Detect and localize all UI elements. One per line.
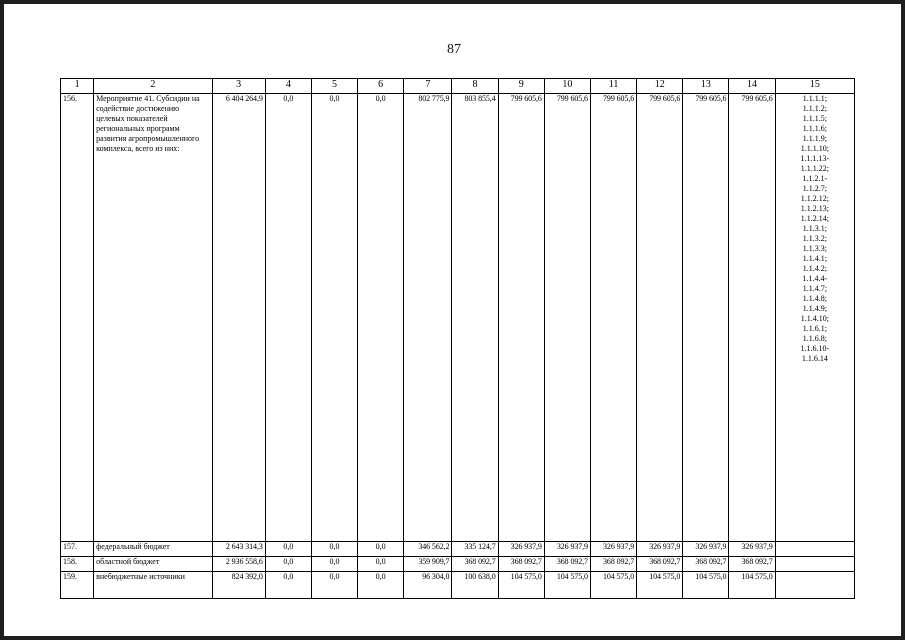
value-cell: 799 605,6 [544,94,590,542]
target-reference: 1.1.4.10; [800,314,829,323]
target-reference: 1.1.2.13; [800,204,829,213]
value-cell: 100 638,0 [452,572,498,599]
target-reference: 1.1.1.1; [802,94,827,103]
table-row [61,557,855,572]
value-cell: 326 937,9 [498,542,544,557]
value-cell: 326 937,9 [590,542,636,557]
target-reference: 1.1.4.4- [802,274,828,283]
column-header: 6 [358,79,404,94]
target-references-cell [775,572,854,599]
value-cell: 799 605,6 [637,94,683,542]
value-cell: 0,0 [311,572,357,599]
value-cell: 799 605,6 [683,94,729,542]
column-header: 11 [590,79,636,94]
target-reference: 1.1.3.1; [802,224,827,233]
value-cell: 0,0 [265,572,311,599]
table-row [61,542,855,557]
row-number: 157. [61,542,94,557]
column-header: 9 [498,79,544,94]
target-references-cell [775,557,854,572]
target-reference: 1.1.1.9; [802,134,827,143]
value-cell: 368 092,7 [590,557,636,572]
table-row [61,94,855,542]
row-name: федеральный бюджет [94,542,212,557]
value-cell: 0,0 [358,94,404,542]
column-header: 4 [265,79,311,94]
value-cell: 368 092,7 [452,557,498,572]
column-header: 13 [683,79,729,94]
value-cell: 0,0 [265,542,311,557]
target-reference: 1.1.3.2; [802,234,827,243]
target-reference: 1.1.4.9; [802,304,827,313]
value-cell: 799 605,6 [729,94,775,542]
value-cell: 335 124,7 [452,542,498,557]
column-header: 7 [404,79,452,94]
target-reference: 1.1.4.1; [802,254,827,263]
target-reference: 1.1.4.2; [802,264,827,273]
value-cell: 368 092,7 [498,557,544,572]
value-cell: 824 392,0 [212,572,265,599]
value-cell: 346 562,2 [404,542,452,557]
target-reference: 1.1.1.13- [800,154,830,163]
table-row [61,572,855,599]
target-reference: 1.1.6.14 [801,354,828,363]
value-cell: 368 092,7 [729,557,775,572]
value-cell: 799 605,6 [498,94,544,542]
target-references-cell [775,94,854,542]
column-header: 15 [775,79,854,94]
target-references-cell [775,542,854,557]
value-cell: 368 092,7 [683,557,729,572]
value-cell: 368 092,7 [544,557,590,572]
value-cell: 803 855,4 [452,94,498,542]
value-cell: 326 937,9 [544,542,590,557]
target-reference: 1.1.1.5; [802,114,827,123]
value-cell: 2 643 314,3 [212,542,265,557]
target-reference: 1.1.3.3; [802,244,827,253]
target-reference: 1.1.4.8; [802,294,827,303]
value-cell: 326 937,9 [729,542,775,557]
value-cell: 2 936 558,6 [212,557,265,572]
value-cell: 104 575,0 [729,572,775,599]
value-cell: 359 909,7 [404,557,452,572]
column-header: 2 [94,79,212,94]
value-cell: 96 304,0 [404,572,452,599]
page-number: 87 [447,42,461,57]
column-header: 14 [729,79,775,94]
column-header: 3 [212,79,265,94]
column-header: 8 [452,79,498,94]
value-cell: 6 404 264,9 [212,94,265,542]
value-cell: 0,0 [265,557,311,572]
value-cell: 368 092,7 [637,557,683,572]
value-cell: 326 937,9 [683,542,729,557]
target-reference: 1.1.4.7; [802,284,827,293]
row-name: Мероприятие 41. Субсидии на содействие достижению целевых показателей региональных программ развития агропромышленного комплекса, всего из них: [94,94,212,542]
target-reference: 1.1.6.8; [802,334,827,343]
value-cell: 0,0 [265,94,311,542]
row-name: внебюджетные источники [94,572,212,599]
value-cell: 802 775,9 [404,94,452,542]
value-cell: 104 575,0 [637,572,683,599]
target-reference: 1.1.2.1- [802,174,828,183]
value-cell: 799 605,6 [590,94,636,542]
value-cell: 104 575,0 [683,572,729,599]
column-header: 12 [637,79,683,94]
row-number: 156. [61,94,94,542]
target-reference: 1.1.1.22; [800,164,829,173]
value-cell: 104 575,0 [544,572,590,599]
target-reference: 1.1.2.7; [802,184,827,193]
value-cell: 0,0 [358,572,404,599]
value-cell: 0,0 [311,557,357,572]
column-header: 5 [311,79,357,94]
value-cell: 0,0 [358,542,404,557]
value-cell: 104 575,0 [590,572,636,599]
target-reference: 1.1.1.6; [802,124,827,133]
document-page [4,4,901,636]
column-header: 1 [61,79,94,94]
value-cell: 104 575,0 [498,572,544,599]
row-name: областной бюджет [94,557,212,572]
target-reference: 1.1.2.12; [800,194,829,203]
row-number: 159. [61,572,94,599]
target-reference: 1.1.6.10- [800,344,830,353]
budget-table [60,78,855,599]
table-header-row [61,79,855,94]
value-cell: 0,0 [311,542,357,557]
target-reference: 1.1.1.10; [800,144,829,153]
value-cell: 0,0 [311,94,357,542]
value-cell: 326 937,9 [637,542,683,557]
target-reference: 1.1.1.2; [802,104,827,113]
column-header: 10 [544,79,590,94]
target-reference: 1.1.2.14; [800,214,829,223]
value-cell: 0,0 [358,557,404,572]
row-number: 158. [61,557,94,572]
target-reference: 1.1.6.1; [802,324,827,333]
